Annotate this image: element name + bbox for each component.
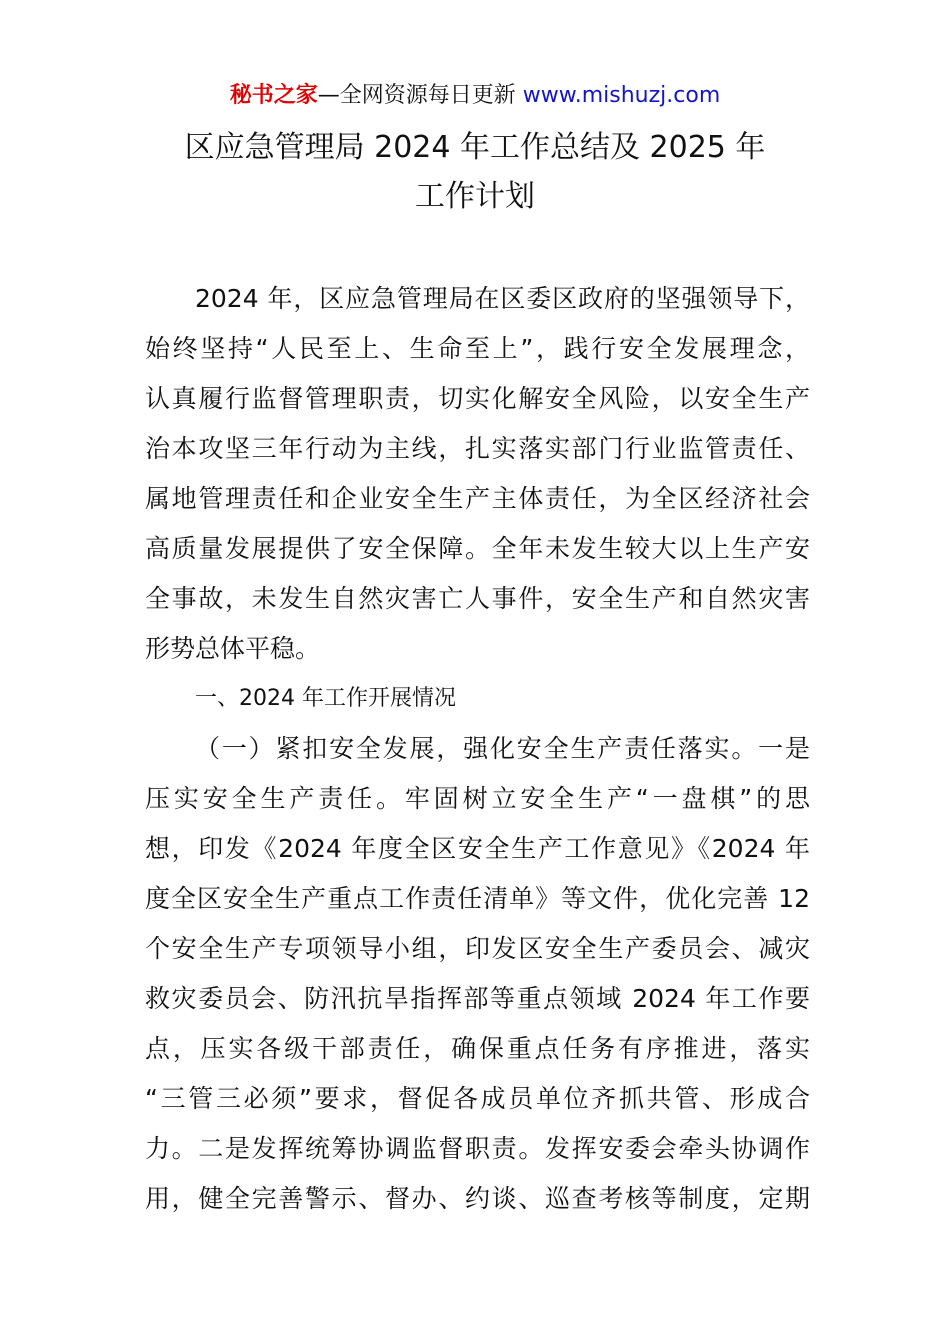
paragraph-line: 点，压实各级干部责任，确保重点任务有序推进，落实 <box>145 1034 810 1063</box>
paragraph-line: 形势总体平稳。 <box>145 634 321 663</box>
paragraph-line: 全事故，未发生自然灾害亡人事件，安全生产和自然灾害 <box>145 584 810 613</box>
paragraph-line: 属地管理责任和企业安全生产主体责任，为全区经济社会 <box>145 484 810 513</box>
document-title-line-2: 工作计划 <box>415 179 535 214</box>
brand-name: 秘书之家 <box>229 83 318 108</box>
paragraph-line: 认真履行监督管理职责，切实化解安全风险，以安全生产 <box>145 384 810 413</box>
paragraph-line: 始终坚持“人民至上、生命至上”，践行安全发展理念， <box>145 334 810 363</box>
paragraph-line: 2024 年，区应急管理局在区委区政府的坚强领导下， <box>195 284 810 313</box>
paragraph-line: （一）紧扣安全发展，强化安全生产责任落实。一是 <box>195 734 810 763</box>
paragraph-line: “三管三必须”要求，督促各成员单位齐抓共管、形成合 <box>145 1084 810 1113</box>
paragraph-line: 治本攻坚三年行动为主线，扎实落实部门行业监管责任、 <box>145 434 810 463</box>
site-header <box>0 80 950 112</box>
section-heading: 一、2024 年工作开展情况 <box>195 686 456 711</box>
document-title-line-1: 区应急管理局 2024 年工作总结及 2025 年 <box>184 130 766 165</box>
paragraph-line: 力。二是发挥统筹协调监督职责。发挥安委会牵头协调作 <box>145 1134 810 1163</box>
paragraph-line: 救灾委员会、防汛抗旱指挥部等重点领域 2024 年工作要 <box>145 984 810 1013</box>
paragraph-line: 度全区安全生产重点工作责任清单》等文件，优化完善 12 <box>145 884 810 913</box>
header-tagline: —全网资源每日更新 <box>317 83 523 108</box>
site-url-link[interactable]: www.mishuzj.com <box>522 83 721 108</box>
paragraph-line: 用，健全完善警示、督办、约谈、巡查考核等制度，定期 <box>145 1184 810 1213</box>
paragraph-line: 压实安全生产责任。牢固树立安全生产“一盘棋”的思 <box>145 784 810 813</box>
document-body <box>145 274 810 1224</box>
paragraph-line: 高质量发展提供了安全保障。全年未发生较大以上生产安 <box>145 534 810 563</box>
paragraph-line: 想，印发《2024 年度全区安全生产工作意见》《2024 年 <box>145 834 810 863</box>
paragraph-line: 个安全生产专项领导小组，印发区安全生产委员会、减灾 <box>145 934 810 963</box>
